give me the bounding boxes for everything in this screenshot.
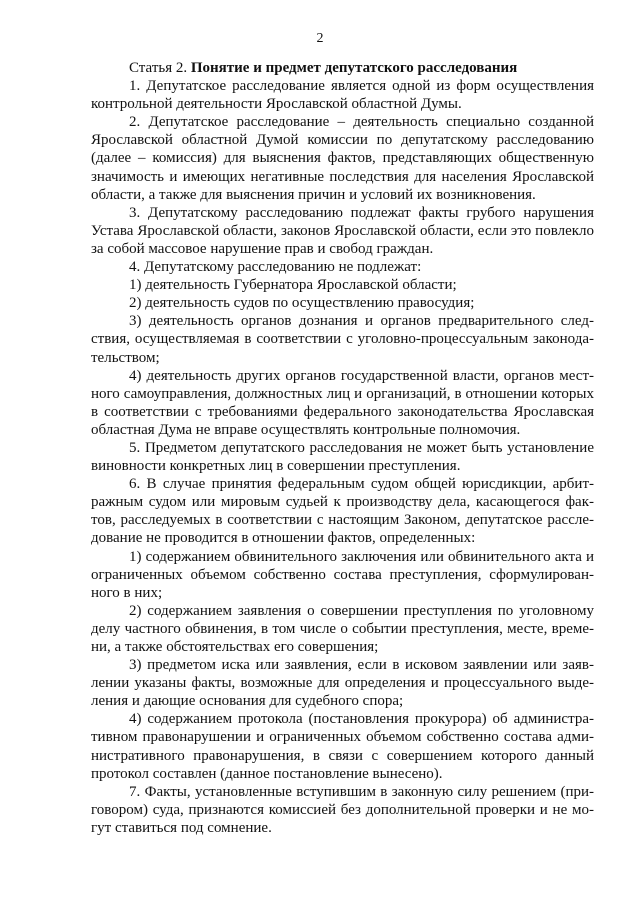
- page-number: 2: [316, 31, 324, 46]
- paragraph-6-item-2: 2) содержанием заявления о совершении преступления по уголовному делу частного обвинения, в том числе о событии преступления, месте, времени, а также обстоятельствах его совершения;: [91, 602, 594, 655]
- paragraph-4: 4. Депутатскому расследованию не подлежат:: [129, 259, 422, 276]
- paragraph-4-item-4: 4) деятельность других органов государственной власти, органов местного самоуправления, должностных лиц и организаций, в отношении которых в соответствии с требованиями федерального законодательства Ярославская областная Дума не вправе осуществлять контрольные полномочия.: [91, 367, 594, 438]
- paragraph-4-item-1: 1) деятельность Губернатора Ярославской области;: [129, 277, 457, 294]
- paragraph-6: 6. В случае принятия федеральным судом общей юрисдикции, арбитражным судом или мировым судьей к производству дела, касающегося фактов, расследуемых в соответствии с настоящим Законом, депутатское расследование не проводится в отношении фактов, определенных:: [91, 476, 594, 547]
- article-heading: [91, 59, 594, 77]
- document-body: [91, 59, 594, 837]
- paragraph-6-item-3: 3) предметом иска или заявления, если в исковом заявлении или заявлении указаны факты, возможные для определения и процессуального выделения и дающие основания для судебного спора;: [91, 657, 594, 710]
- paragraph-1: 1. Депутатское расследование является одной из форм осуществления контрольной деятельности Ярославской областной Думы.: [91, 78, 594, 113]
- article-title: Понятие и предмет депутатского расследования: [190, 60, 518, 76]
- article-prefix: Статья 2.: [129, 60, 188, 76]
- paragraph-6-item-1: 1) содержанием обвинительного заключения или обвинительного акта и ограниченных объемом собственно состава преступления, сформулированного в них;: [91, 548, 594, 601]
- paragraph-2: 2. Депутатское расследование – деятельность специально созданной Ярославской областной Думой комиссии по депутатскому расследованию (далее – комиссия) для выяснения фактов, представляющих общественную значимость и имеющих негативные последствия для населения Ярославской области, а также для выяснения причин и условий их возникновения.: [91, 114, 594, 203]
- paragraph-4-item-3: 3) деятельность органов дознания и органов предварительного следствия, осуществляемая в соответствии с уголовно-процессуальным законодательством;: [91, 313, 594, 366]
- paragraph-5: 5. Предметом депутатского расследования не может быть установление виновности конкретных лиц в совершении преступления.: [91, 439, 594, 475]
- paragraph-3: 3. Депутатскому расследованию подлежат факты грубого нарушения Устава Ярославской области, законов Ярославской области, если это повлекло за собой массовое нарушение прав и свобод граждан.: [91, 204, 594, 257]
- paragraph-4-item-2: 2) деятельность судов по осуществлению правосудия;: [129, 295, 475, 312]
- paragraph-7: 7. Факты, установленные вступившим в законную силу решением (приговором) суда, признаются комиссией без дополнительной проверки и не могут ставиться под сомнение.: [91, 783, 594, 836]
- paragraph-6-item-4: 4) содержанием протокола (постановления прокурора) об административном правонарушении и ограниченных объемом собственно состава административного правонарушения, в связи с совершением которого данный протокол составлен (данное постановление вынесено).: [91, 711, 594, 782]
